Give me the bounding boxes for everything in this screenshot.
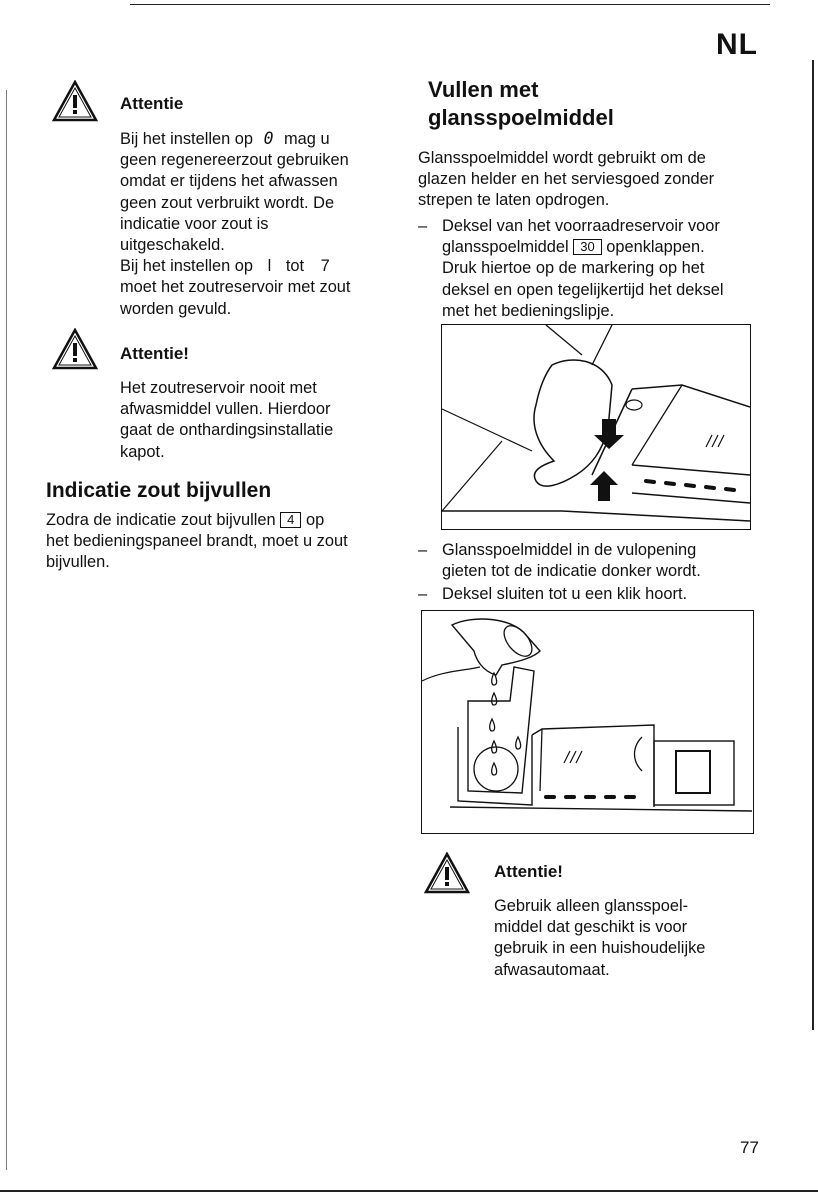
warning-title: Attentie! [120,344,189,363]
scan-border-top [130,4,770,5]
display-symbol-one: l [267,257,272,276]
warning-text: Bij het instellen op 0 mag u geen regenereerzout gebruiken omdat er tijdens het afwassen geen zout verbruikt wordt. De indicatie voor zout is uitgeschakeld. Bij het instellen op l tot 7 moet het zoutreservoir met zout worden gevuld. [120,129,351,318]
scan-border-right [812,60,814,1030]
instruction-step: – Glansspoelmiddel in de vulopening gieten tot de indicatie donker wordt. [418,541,701,581]
scan-border-bottom [0,1190,818,1192]
warning-triangle-icon [52,328,98,370]
instruction-step: – Deksel van het voorraadreservoir voor glansspoelmiddel 30 openklappen. Druk hiertoe op de markering op het deksel en open tegelijkertijd het deksel met het bedieningslipje. [418,217,724,320]
display-symbol-seven: 7 [320,257,330,276]
warning-text: Gebruik alleen glansspoel- middel dat geschikt is voor gebruik in een huishoudelijke afwasautomaat. [494,897,706,979]
instruction-step: – Deksel sluiten tot u een klik hoort. [418,585,688,603]
warning-title: Attentie! [494,862,563,881]
page-number: 77 [740,1138,759,1157]
warning-triangle-icon [424,852,470,894]
illustration-open-lid [441,324,751,530]
part-number-code: 30 [573,239,601,255]
illustration-pour-rinse-aid [421,610,754,834]
page-title: Vullen met glansspoelmiddel [428,77,614,130]
section-title: Indicatie zout bijvullen [46,479,272,502]
intro-text: Glansspoelmiddel wordt gebruikt om de glazen helder en het serviesgoed zonder strepen te laten opdrogen. [418,149,715,210]
section-text: Zodra de indicatie zout bijvullen 4 op het bedieningspaneel brandt, moet u zout bijvullen. [46,511,348,572]
warning-text: Het zoutreservoir nooit met afwasmiddel vullen. Hierdoor gaat de onthardingsinstallatie kapot. [120,379,334,461]
language-code: NL [716,28,758,61]
scan-border-left [6,90,7,1170]
display-symbol-zero: 0 [263,129,274,148]
indicator-code: 4 [280,512,301,528]
warning-title: Attentie [120,94,184,113]
warning-triangle-icon [52,80,98,122]
